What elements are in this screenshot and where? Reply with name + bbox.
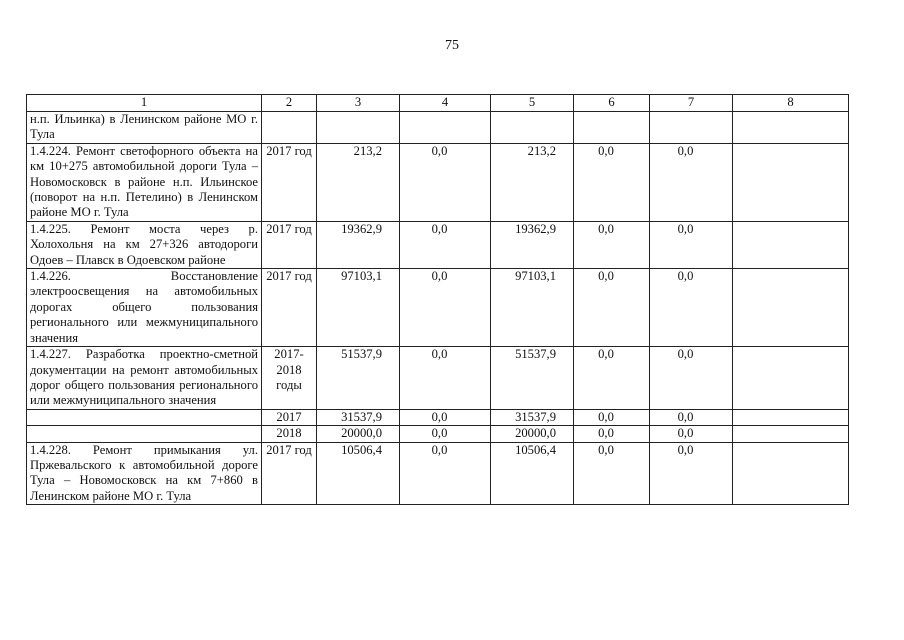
- row-col4: 0,0: [400, 426, 491, 442]
- row-description: 1.4.227. Разработка проектно-сметной документации на ремонт автомобильных дорог общего пользования регионального или межмуниципального значения: [27, 347, 262, 410]
- row-col7: 0,0: [650, 269, 733, 347]
- header-cell: 6: [574, 95, 650, 112]
- row-col6: 0,0: [574, 347, 650, 410]
- header-cell: 1: [27, 95, 262, 112]
- row-col4: [400, 112, 491, 144]
- row-total: 51537,9: [317, 347, 400, 410]
- row-period: 2018: [262, 426, 317, 442]
- row-col4: 0,0: [400, 347, 491, 410]
- row-col4: 0,0: [400, 221, 491, 268]
- row-period: 2017 год: [262, 269, 317, 347]
- row-description: 1.4.225. Ремонт моста через р. Холохольня на км 27+326 автодороги Одоев – Плавск в Одоевском районе: [27, 221, 262, 268]
- row-description: 1.4.226. Восстановление электроосвещения на автомобильных дорогах общего пользования регионального или межмуниципального значения: [27, 269, 262, 347]
- row-total: 19362,9: [317, 221, 400, 268]
- row-col7: 0,0: [650, 426, 733, 442]
- row-col8: [733, 409, 849, 425]
- row-col5: 97103,1: [491, 269, 574, 347]
- table-row: [27, 347, 849, 410]
- row-col6: [574, 112, 650, 144]
- table-row: [27, 143, 849, 221]
- page-number: 75: [445, 38, 459, 53]
- row-col7: 0,0: [650, 221, 733, 268]
- row-col8: [733, 112, 849, 144]
- row-total: 97103,1: [317, 269, 400, 347]
- row-total: 20000,0: [317, 426, 400, 442]
- row-col4: 0,0: [400, 442, 491, 505]
- row-description: н.п. Ильинка) в Ленинском районе МО г. Тула: [27, 112, 262, 144]
- row-col8: [733, 269, 849, 347]
- row-col6: 0,0: [574, 409, 650, 425]
- row-col5: [491, 112, 574, 144]
- header-cell: 4: [400, 95, 491, 112]
- row-col5: 213,2: [491, 143, 574, 221]
- row-period: [262, 112, 317, 144]
- table-row: [27, 409, 849, 425]
- row-col6: 0,0: [574, 269, 650, 347]
- table-row: [27, 442, 849, 505]
- row-total: [317, 112, 400, 144]
- table-row: [27, 112, 849, 144]
- row-period: 2017: [262, 409, 317, 425]
- row-col4: 0,0: [400, 409, 491, 425]
- row-col8: [733, 347, 849, 410]
- row-description: [27, 409, 262, 425]
- row-total: 10506,4: [317, 442, 400, 505]
- row-total: 31537,9: [317, 409, 400, 425]
- row-col8: [733, 442, 849, 505]
- row-col6: 0,0: [574, 143, 650, 221]
- row-col8: [733, 221, 849, 268]
- row-col8: [733, 426, 849, 442]
- header-cell: 3: [317, 95, 400, 112]
- table-row: [27, 269, 849, 347]
- header-cell: 5: [491, 95, 574, 112]
- row-col5: 10506,4: [491, 442, 574, 505]
- row-description: [27, 426, 262, 442]
- table-row: [27, 221, 849, 268]
- row-col4: 0,0: [400, 143, 491, 221]
- row-col6: 0,0: [574, 426, 650, 442]
- row-col7: 0,0: [650, 442, 733, 505]
- row-col7: 0,0: [650, 409, 733, 425]
- header-cell: 7: [650, 95, 733, 112]
- row-description: 1.4.224. Ремонт светофорного объекта на км 10+275 автомобильной дороги Тула – Новомосковск в районе н.п. Ильинское (поворот на н.п. Петелино) в Ленинском районе МО г. Тула: [27, 143, 262, 221]
- row-col5: 20000,0: [491, 426, 574, 442]
- row-period: 2017- 2018 годы: [262, 347, 317, 410]
- row-period: 2017 год: [262, 442, 317, 505]
- row-col5: 51537,9: [491, 347, 574, 410]
- row-period: 2017 год: [262, 143, 317, 221]
- row-col7: 0,0: [650, 143, 733, 221]
- row-col7: [650, 112, 733, 144]
- header-cell: 2: [262, 95, 317, 112]
- row-total: 213,2: [317, 143, 400, 221]
- row-col5: 19362,9: [491, 221, 574, 268]
- row-col8: [733, 143, 849, 221]
- row-col5: 31537,9: [491, 409, 574, 425]
- row-period: 2017 год: [262, 221, 317, 268]
- table-row: [27, 426, 849, 442]
- budget-table: [26, 94, 849, 505]
- row-col4: 0,0: [400, 269, 491, 347]
- header-row: [27, 95, 849, 112]
- row-col6: 0,0: [574, 221, 650, 268]
- header-cell: 8: [733, 95, 849, 112]
- row-description: 1.4.228. Ремонт примыкания ул. Пржевальского к автомобильной дороге Тула – Новомосковск на км 7+860 в Ленинском районе МО г. Тула: [27, 442, 262, 505]
- row-col7: 0,0: [650, 347, 733, 410]
- row-col6: 0,0: [574, 442, 650, 505]
